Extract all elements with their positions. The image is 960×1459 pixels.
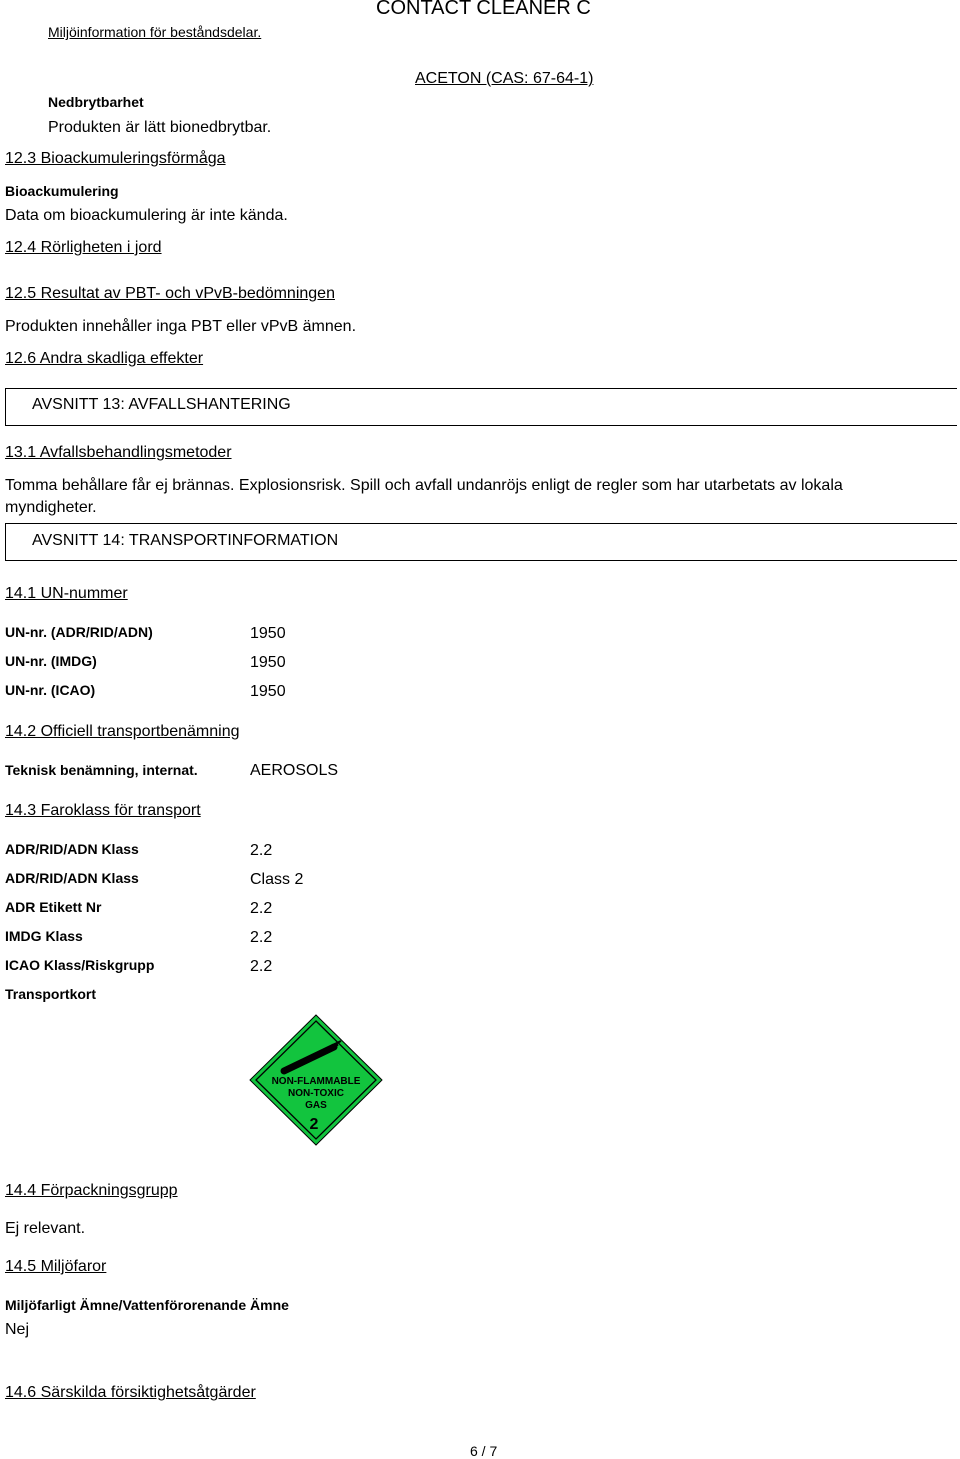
class-row-label: IMDG Klass [5, 928, 83, 944]
tech-name-label: Teknisk benämning, internat. [5, 762, 198, 778]
env-hazard-value: Nej [5, 1321, 30, 1338]
placard-line2: NON-TOXIC [288, 1088, 344, 1099]
section-14-2-title: 14.2 Officiell transportbenämning [5, 723, 240, 740]
class-row-value: 2.2 [250, 958, 273, 975]
packing-group-text: Ej relevant. [5, 1220, 86, 1237]
class-row-label: ICAO Klass/Riskgrupp [5, 957, 155, 973]
section-13-heading-band [5, 388, 957, 426]
pbt-text: Produkten innehåller inga PBT eller vPvB ämnen. [5, 318, 357, 335]
un-row-label: UN-nr. (ICAO) [5, 682, 96, 698]
class-row-value: Class 2 [250, 871, 304, 888]
un-row-value: 1950 [250, 654, 286, 671]
tech-name-value: AEROSOLS [250, 762, 339, 779]
class-row-label: ADR Etikett Nr [5, 899, 102, 915]
section-12-5-title: 12.5 Resultat av PBT- och vPvB-bedömningen [5, 285, 335, 302]
component-name: ACETON (CAS: 67-64-1) [415, 70, 594, 87]
section-12-4-title: 12.4 Rörligheten i jord [5, 239, 162, 256]
class-row-value: 2.2 [250, 900, 273, 917]
un-row-value: 1950 [250, 625, 286, 642]
section-14-1-title: 14.1 UN-nummer [5, 585, 128, 602]
env-hazard-label: Miljöfarligt Ämne/Vattenförorenande Ämne [5, 1297, 289, 1313]
class-row-label: ADR/RID/ADN Klass [5, 841, 139, 857]
placard-number: 2 [309, 1116, 319, 1133]
section-13-1-title: 13.1 Avfallsbehandlingsmetoder [5, 444, 232, 461]
section-14-heading: AVSNITT 14: TRANSPORTINFORMATION [32, 532, 339, 549]
class-row-label: ADR/RID/ADN Klass [5, 870, 139, 886]
class-row-value: 2.2 [250, 929, 273, 946]
miljo-heading: Miljöinformation för beståndsdelar. [48, 24, 262, 40]
placard-line3: GAS [305, 1100, 327, 1111]
un-row-label: UN-nr. (IMDG) [5, 653, 97, 669]
waste-text-line2: myndigheter. [5, 499, 97, 516]
page-number: 6 / 7 [470, 1443, 498, 1459]
transport-label: Transportkort [5, 986, 97, 1002]
section-12-6-title: 12.6 Andra skadliga effekter [5, 350, 204, 367]
degradability-text: Produkten är lätt bionedbrytbar. [48, 119, 272, 136]
section-12-3-title: 12.3 Bioackumuleringsförmåga [5, 150, 226, 167]
bioaccumulation-text: Data om bioackumulering är inte kända. [5, 207, 288, 224]
section-14-5-title: 14.5 Miljöfaror [5, 1258, 107, 1275]
un-row-label: UN-nr. (ADR/RID/ADN) [5, 624, 153, 640]
class-row-value: 2.2 [250, 842, 273, 859]
section-14-heading-band [5, 523, 957, 561]
degradability-label: Nedbrytbarhet [48, 94, 144, 110]
un-row-value: 1950 [250, 683, 286, 700]
product-name: CONTACT CLEANER C [376, 0, 591, 19]
section-13-heading: AVSNITT 13: AVFALLSHANTERING [32, 396, 291, 413]
placard-line1: NON-FLAMMABLE [271, 1076, 361, 1087]
hazard-placard-class-2 [248, 1013, 384, 1147]
section-14-6-title: 14.6 Särskilda försiktighetsåtgärder [5, 1384, 256, 1401]
bioaccumulation-label: Bioackumulering [5, 183, 119, 199]
section-14-4-title: 14.4 Förpackningsgrupp [5, 1182, 178, 1199]
section-14-3-title: 14.3 Faroklass för transport [5, 802, 201, 819]
waste-text-line1: Tomma behållare får ej brännas. Explosionsrisk. Spill och avfall undanröjs enligt de regler som har utarbetats av lokala [5, 477, 843, 494]
